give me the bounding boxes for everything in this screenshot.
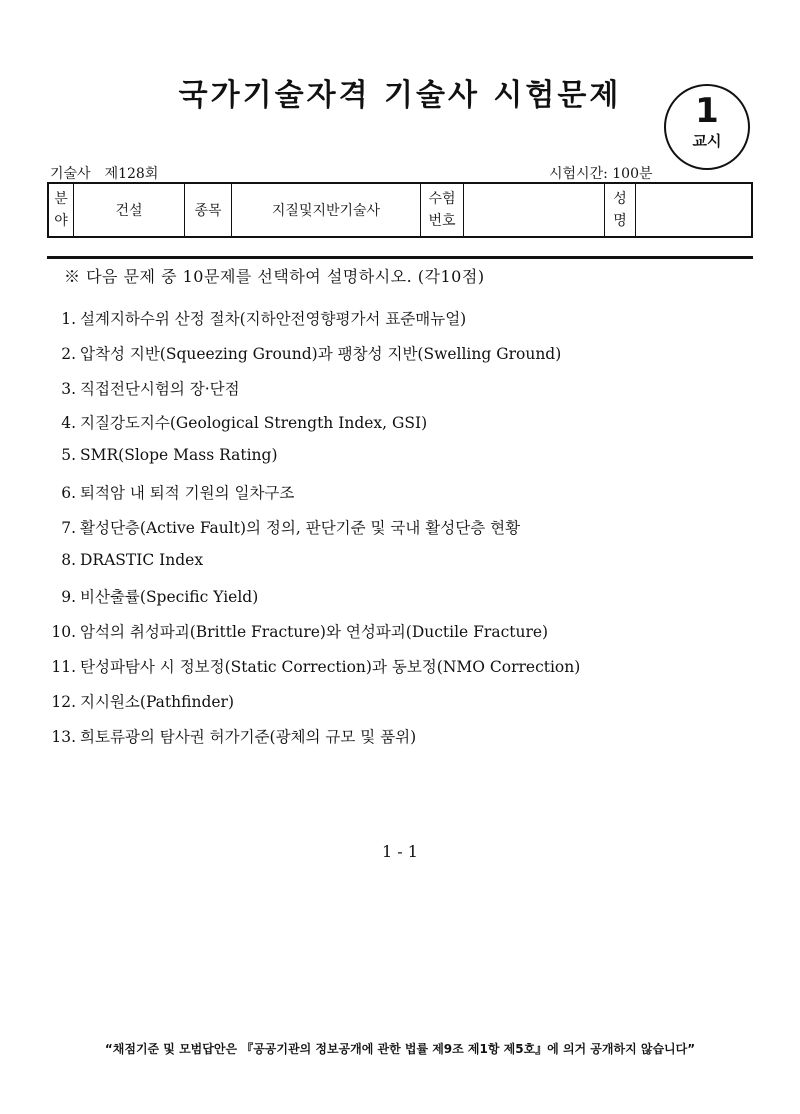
footer-note: “채점기준 및 모범답안은 『공공기관의 정보공개에 관한 법률 제9조 제1항 제5호』에 의거 공개하지 않습니다” (104, 1042, 696, 1056)
field-label-2: 야 (54, 213, 68, 229)
name-label-cell (605, 183, 636, 237)
exam-no-field[interactable] (464, 183, 605, 237)
exam-title: 국가기술자격 기술사 시험문제 (178, 78, 622, 113)
question-number: 10. (51, 623, 76, 642)
name-field[interactable] (636, 183, 753, 237)
question-list (50, 307, 580, 759)
question-text: 압착성 지반(Squeezing Ground)과 팽창성 지반(Swelling Ground) (80, 344, 562, 363)
question-item (50, 690, 580, 725)
question-number: 9. (61, 588, 76, 607)
page-number: 1 - 1 (382, 842, 418, 861)
question-item (50, 585, 580, 620)
question-text: 설계지하수위 산정 절차(지하안전영향평가서 표준매뉴얼) (80, 310, 467, 328)
question-number: 11. (51, 657, 76, 676)
exam-no-label-1: 수험 (428, 191, 456, 207)
period-badge (664, 84, 750, 170)
question-item (50, 620, 580, 655)
exam-no-label-cell (421, 183, 464, 237)
question-number: 6. (61, 483, 76, 502)
question-text: 활성단층(Active Fault)의 정의, 판단기준 및 국내 활성단층 현황 (80, 518, 521, 537)
type-value: 지질및지반기술사 (232, 183, 421, 237)
exam-info-table (47, 182, 753, 238)
question-item (50, 481, 580, 516)
question-number: 3. (61, 379, 76, 398)
instruction-text: ※ 다음 문제 중 10문제를 선택하여 설명하시오. (각10점) (64, 267, 485, 286)
question-number: 8. (61, 550, 76, 569)
question-number: 2. (61, 344, 76, 363)
question-text: 퇴적암 내 퇴적 기원의 일차구조 (80, 483, 295, 502)
question-text: 탄성파탐사 시 정보정(Static Correction)과 동보정(NMO Correction) (80, 657, 581, 676)
question-item (50, 655, 580, 690)
exam-round: 제128회 (104, 166, 159, 182)
name-label-1: 성 (613, 191, 627, 207)
question-item (50, 411, 580, 446)
question-item (50, 307, 580, 342)
question-number: 5. (61, 446, 76, 465)
name-label-2: 명 (613, 213, 627, 229)
question-text: DRASTIC Index (80, 550, 204, 569)
exam-round-info (50, 163, 158, 183)
question-text: 지질강도지수(Geological Strength Index, GSI) (80, 414, 428, 433)
field-label-1: 분 (54, 191, 68, 207)
question-number: 1. (61, 310, 76, 328)
field-value: 건설 (74, 183, 185, 237)
question-item (50, 342, 580, 377)
question-text: 암석의 취성파괴(Brittle Fracture)와 연성파괴(Ductile Fracture) (80, 623, 549, 642)
question-item (50, 551, 580, 586)
question-item (50, 516, 580, 551)
question-item (50, 377, 580, 412)
section-divider (47, 256, 753, 259)
exam-no-label-2: 번호 (428, 213, 456, 229)
question-text: 지시원소(Pathfinder) (80, 692, 234, 711)
question-text: 비산출률(Specific Yield) (80, 588, 259, 607)
question-text: SMR(Slope Mass Rating) (80, 446, 278, 465)
question-text: 직접전단시험의 장·단점 (80, 379, 240, 398)
exam-time: 시험시간: 100분 (549, 166, 653, 182)
question-item (50, 446, 580, 481)
question-number: 4. (61, 414, 76, 433)
question-number: 7. (61, 518, 76, 537)
question-item (50, 725, 580, 760)
question-number: 13. (51, 727, 76, 746)
period-label: 교시 (692, 132, 722, 150)
question-number: 12. (51, 692, 76, 711)
type-label: 종목 (185, 183, 232, 237)
period-number: 1 (695, 91, 719, 131)
field-label-cell (48, 183, 74, 237)
question-text: 희토류광의 탐사권 허가기준(광체의 규모 및 품위) (80, 727, 417, 746)
exam-category: 기술사 (50, 166, 91, 182)
